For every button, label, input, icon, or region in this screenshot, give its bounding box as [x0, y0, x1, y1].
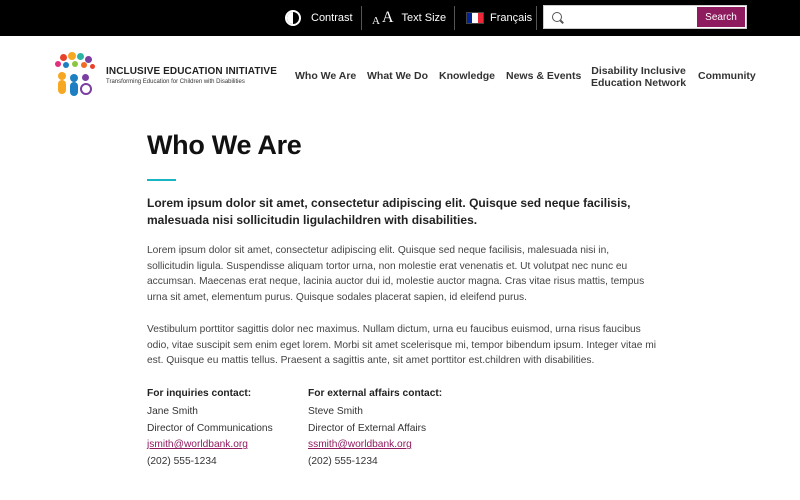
- french-flag-icon: [466, 12, 484, 24]
- nav-who-we-are[interactable]: Who We Are: [295, 70, 357, 82]
- utility-divider: [361, 6, 362, 30]
- nav-knowledge[interactable]: Knowledge: [439, 70, 496, 82]
- contact-inquiries: [147, 386, 273, 470]
- search-input[interactable]: [568, 8, 696, 26]
- logo[interactable]: [52, 52, 277, 98]
- logo-mark-icon: [52, 52, 100, 98]
- search-box: [543, 5, 747, 29]
- nav-disability-network-line1: Disability Inclusive: [591, 65, 686, 77]
- search-button[interactable]: Search: [697, 7, 745, 27]
- site-header: [0, 36, 800, 116]
- contact-name: Steve Smith: [308, 406, 363, 418]
- page-title: Who We Are: [147, 130, 302, 160]
- contact-email-link[interactable]: jsmith@worldbank.org: [147, 439, 248, 451]
- contrast-icon: [285, 10, 301, 26]
- language-switch[interactable]: [466, 0, 532, 36]
- body-paragraph-2: Vestibulum porttitor sagittis dolor nec maximus. Nullam dictum, urna eu faucibus euismod, urna risus faucibus odio, vitae suscipit sem enim eget lorem. Morbi sit amet scelerisque mi, tempor bibendum ipsum. Integer vitae mi est. Quisque eu mattis tellus. Praesent a sagittis ante, sit amet porttitor est.children with disabilities.: [147, 324, 657, 366]
- contact-heading: For inquiries contact:: [147, 388, 252, 399]
- nav-news-events[interactable]: News & Events: [506, 70, 582, 82]
- utility-divider: [454, 6, 455, 30]
- nav-disability-network[interactable]: [591, 65, 686, 89]
- text-size-toggle[interactable]: [372, 0, 446, 36]
- logo-subtitle: Transforming Education for Children with Disabilities: [106, 78, 245, 85]
- contact-role: Director of Communications: [147, 422, 273, 434]
- nav-community[interactable]: Community: [698, 70, 756, 82]
- contrast-label: Contrast: [311, 12, 353, 24]
- title-divider: [147, 179, 176, 181]
- contact-phone: (202) 555-1234: [308, 455, 378, 467]
- nav-what-we-do[interactable]: What We Do: [367, 70, 429, 82]
- logo-title: INCLUSIVE EDUCATION INITIATIVE: [106, 65, 277, 77]
- lead-paragraph: Lorem ipsum dolor sit amet, consectetur adipiscing elit. Quisque sed neque facilisis, malesuada nisi sollicitudin ligulachildren with disabilities.: [147, 196, 631, 227]
- text-size-icon: A A: [372, 9, 394, 27]
- contact-heading: For external affairs contact:: [308, 388, 443, 399]
- contact-email-link[interactable]: ssmith@worldbank.org: [308, 439, 412, 451]
- body-paragraph-1: Lorem ipsum dolor sit amet, consectetur adipiscing elit. Quisque sed neque facilisis, malesuada nisi in, sollicitudin ligula. Suspendisse aliquam tortor urna, non molestie erat venenatis et. Ut volutpat nec nunc eu accumsan. Maecenas erat neque, lacinia auctor dui id, molestie auctor magna. Cras vitae risus mattis, tempus urna sit amet, elementum purus. Quisque sodales placerat sapien, id eleifend purus.: [147, 245, 645, 303]
- contrast-toggle[interactable]: [285, 0, 353, 36]
- utility-divider: [536, 6, 537, 30]
- search-icon: [552, 12, 562, 22]
- utility-bar: [0, 0, 800, 36]
- text-size-label: Text Size: [401, 12, 447, 24]
- language-label: Français: [490, 12, 533, 24]
- nav-disability-network-line2: Education Network: [591, 77, 687, 89]
- contact-phone: (202) 555-1234: [147, 455, 217, 467]
- contact-external-affairs: [308, 386, 442, 470]
- contact-role: Director of External Affairs: [308, 422, 427, 434]
- contact-name: Jane Smith: [147, 406, 198, 418]
